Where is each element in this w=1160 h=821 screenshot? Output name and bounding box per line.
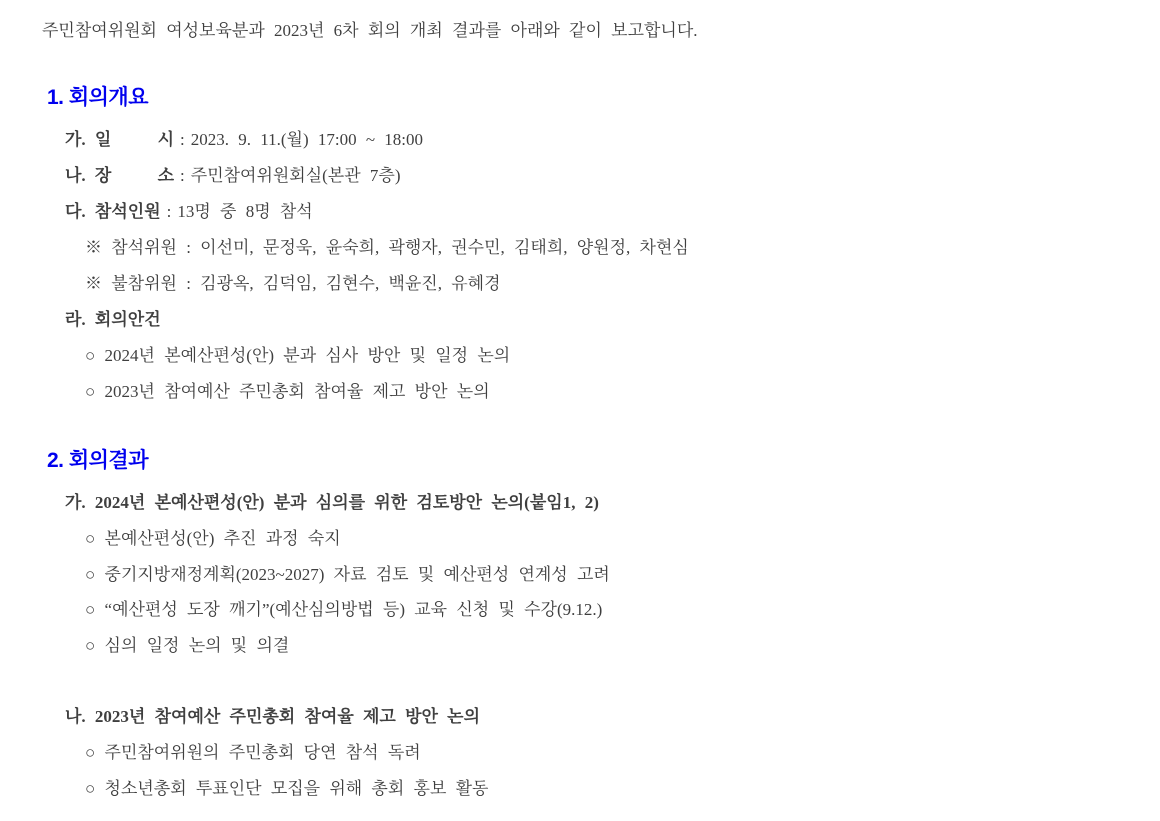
- topic-a-item: ○ 본예산편성(안) 추진 과정 숙지: [85, 529, 341, 548]
- topic-b-item: ○ 주민참여위원의 주민총회 당연 참석 독려: [85, 743, 421, 762]
- colon-separator: :: [180, 130, 185, 149]
- section2-title: 2. 회의결과: [47, 449, 148, 472]
- topic-a-item: ○ “예산편성 도장 깨기”(예산심의방법 등) 교육 신청 및 수강(9.12.): [85, 600, 603, 619]
- meeting-datetime-value: 2023. 9. 11.(월) 17:00 ~ 18:00: [190, 130, 424, 149]
- topic-b-title: 나. 2023년 참여예산 주민총회 참여율 제고 방안 논의: [65, 707, 481, 726]
- attendance-label: 다. 참석인원: [65, 202, 161, 221]
- agenda-item: ○ 2024년 본예산편성(안) 분과 심사 방안 및 일정 논의: [85, 346, 511, 365]
- meeting-datetime-label: 가. 일 시: [65, 130, 175, 149]
- colon-separator: :: [180, 166, 185, 185]
- topic-a-item: ○ 심의 일정 논의 및 의결: [85, 636, 290, 655]
- topic-a-title: 가. 2024년 본예산편성(안) 분과 심의를 위한 검토방안 논의(붙임1, 2): [65, 493, 599, 512]
- attendance-line: [65, 201, 313, 223]
- meeting-place-value: 주민참여위원회실(본관 7층): [190, 166, 401, 185]
- intro-paragraph: 주민참여위원회 여성보육분과 2023년 6차 회의 개최 결과를 아래와 같이 보고합니다.: [42, 21, 698, 40]
- meeting-place-line: [65, 165, 400, 187]
- agenda-item: ○ 2023년 참여예산 주민총회 참여율 제고 방안 논의: [85, 382, 490, 401]
- attendees-note: ※ 참석위원 : 이선미, 문정욱, 윤숙희, 곽행자, 권수민, 김태희, 양원정, 차현심: [85, 238, 689, 257]
- attendance-value: 13명 중 8명 참석: [177, 202, 313, 221]
- meeting-place-label: 나. 장 소: [65, 166, 175, 185]
- colon-separator: :: [166, 202, 172, 221]
- agenda-line: [65, 309, 161, 331]
- meeting-datetime-line: [65, 129, 423, 151]
- agenda-label: 라. 회의안건: [65, 310, 161, 329]
- topic-a-item: ○ 중기지방재정계획(2023~2027) 자료 검토 및 예산편성 연계성 고려: [85, 565, 610, 584]
- topic-b-item: ○ 청소년총회 투표인단 모집을 위해 총회 홍보 활동: [85, 779, 489, 798]
- absentees-note: ※ 불참위원 : 김광옥, 김덕임, 김현수, 백윤진, 유혜경: [85, 274, 501, 293]
- section1-title: 1. 회의개요: [47, 86, 148, 109]
